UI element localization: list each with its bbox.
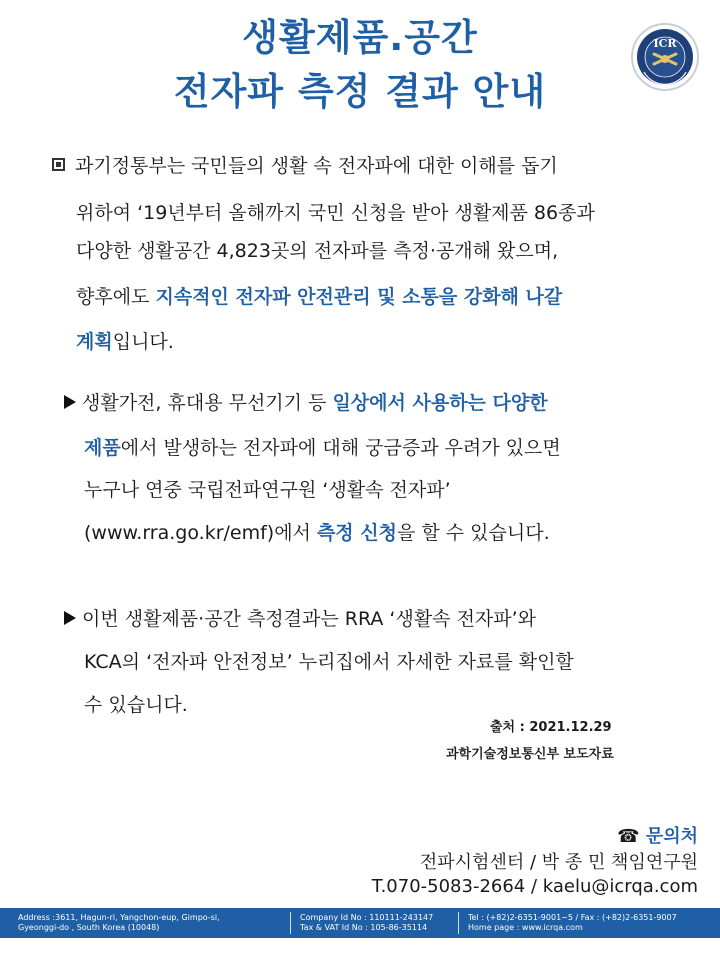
source-org: 과학기술정보통신부 보도자료	[446, 747, 614, 762]
homepage-link[interactable]: Home page : www.icrqa.com	[468, 923, 583, 932]
intro-line-3: 다양한 생활공간 4,823곳의 전자파를 측정·공개해 왔으며,	[76, 240, 559, 262]
intro-highlight-plan: 계획	[76, 331, 113, 353]
logo-text: ICR	[653, 37, 677, 50]
intro-line-4: 향후에도 지속적인 전자파 안전관리 및 소통을 강화해 나갈	[76, 286, 563, 308]
bullet1-line-1: 생활가전, 휴대용 무선기기 등 일상에서 사용하는 다양한	[64, 391, 548, 415]
bullet1-line-3: 누구나 연중 국립전파연구원 ‘생활속 전자파’	[84, 479, 451, 501]
intro-line-1: 과기정통부는 국민들의 생활 속 전자파에 대한 이해를 돕기	[52, 154, 558, 178]
footer-address: Address :3611, Hagun-ri, Yangchon-eup, Gimpo-si, Gyeonggi-do , South Korea (10048)	[18, 913, 220, 932]
bullet1-line-2: 제품에서 발생하는 전자파에 대해 궁금증과 우려가 있으면	[84, 437, 561, 459]
page-title-line1: 생활제품.공간	[242, 16, 478, 59]
bullet1-line-4: (www.rra.go.kr/emf)에서 측정 신청을 할 수 있습니다.	[84, 522, 550, 544]
rra-emf-link: (www.rra.go.kr/emf)에서	[84, 522, 317, 544]
intro-line-2: 위하여 ‘19년부터 올해까지 국민 신청을 받아 생활제품 86종과	[76, 202, 595, 224]
contact-heading: ☎ 문의처	[617, 826, 698, 847]
footer-divider	[290, 912, 291, 934]
bullet2-line-1: 이번 생활제품·공간 측정결과는 RRA ‘생활속 전자파’와	[64, 607, 536, 631]
contact-name: 전파시험센터 / 박 종 민 책임연구원	[419, 852, 698, 873]
bullet2-line-2: KCA의 ‘전자파 안전정보’ 누리집에서 자세한 자료를 확인할	[84, 651, 574, 673]
icr-logo-seal	[630, 22, 700, 92]
footer-contact: Tel : (+82)2-6351-9001~5 / Fax : (+82)2-6351-9007 Home page : www.icrqa.com	[468, 913, 677, 932]
triangle-bullet-icon	[64, 395, 76, 409]
footer-bar	[0, 908, 720, 938]
intro-highlight: 지속적인 전자파 안전관리 및 소통을 강화해 나갈	[155, 286, 563, 308]
bullet1-highlight: 일상에서 사용하는 다양한	[332, 392, 548, 414]
footer-company-ids: Company Id No : 110111-243147 Tax & VAT Id No : 105-86-35114	[300, 913, 434, 932]
contact-phone-email: T.070-5083-2664 / kaelu@icrqa.com	[371, 876, 698, 897]
page-title-line2: 전자파 측정 결과 안내	[173, 70, 547, 113]
measurement-request-highlight: 측정 신청	[316, 522, 397, 544]
triangle-bullet-icon	[64, 611, 76, 625]
bullet1-highlight-product: 제품	[84, 437, 121, 459]
source-date: 출처 : 2021.12.29	[490, 720, 612, 735]
square-bullet-icon	[52, 158, 65, 171]
intro-line-5: 계획입니다.	[76, 331, 174, 353]
telephone-icon: ☎	[617, 826, 640, 847]
footer-divider	[458, 912, 459, 934]
bullet2-line-3: 수 있습니다.	[84, 694, 188, 716]
